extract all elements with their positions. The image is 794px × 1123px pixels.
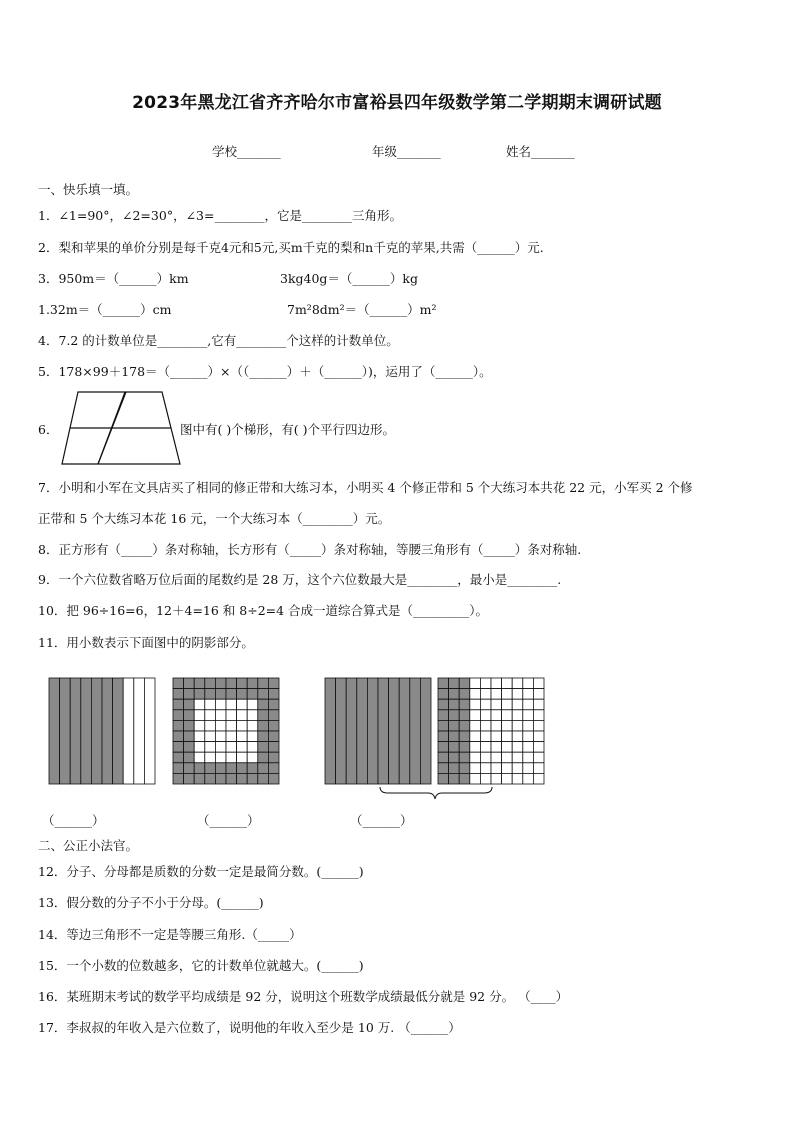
figure-1-answer[interactable]: （______） <box>42 813 105 828</box>
grid-cell <box>173 689 184 700</box>
grid-cell <box>470 731 481 742</box>
grid-cell <box>215 731 226 742</box>
grid-cell <box>173 710 184 721</box>
grid-cell <box>268 731 279 742</box>
grid-cell <box>470 689 481 700</box>
grid-cell <box>237 752 248 763</box>
grid-cell <box>184 752 195 763</box>
strip-cell <box>399 678 410 784</box>
grid-cell <box>523 678 534 689</box>
grid-cell <box>480 763 491 774</box>
grid-cell <box>512 752 523 763</box>
question-3d: 7m²8dm²＝（______）m² <box>287 302 437 317</box>
grid-cell <box>523 773 534 784</box>
grid-cell <box>237 742 248 753</box>
grid-cell <box>502 699 513 710</box>
grid-cell <box>523 710 534 721</box>
grid-cell <box>247 710 258 721</box>
grid-cell <box>184 731 195 742</box>
figure-combined <box>324 677 546 807</box>
grid-cell <box>205 710 216 721</box>
grid-cell <box>194 752 205 763</box>
question-15: 15．一个小数的位数越多，它的计数单位就越大。(______) <box>38 958 364 973</box>
grid-cell <box>194 689 205 700</box>
question-4: 4．7.2 的计数单位是________,它有________个这样的计数单位。 <box>38 333 399 348</box>
grid-cell <box>205 699 216 710</box>
grid-cell <box>184 678 195 689</box>
grid-cell <box>237 710 248 721</box>
strip-cell <box>91 678 102 784</box>
grid-cell <box>502 689 513 700</box>
grid-cell <box>533 742 544 753</box>
figure-strips <box>48 677 156 785</box>
grid-cell <box>523 689 534 700</box>
grid-cell <box>205 763 216 774</box>
grid-cell <box>194 742 205 753</box>
question-17: 17．李叔叔的年收入是六位数了，说明他的年收入至少是 10 万. （______） <box>38 1020 461 1035</box>
grid-cell <box>449 763 460 774</box>
grid-cell <box>523 720 534 731</box>
grid-cell <box>226 752 237 763</box>
grid-cell <box>449 752 460 763</box>
grid-cell <box>533 699 544 710</box>
grid-cell <box>268 752 279 763</box>
grid-cell <box>268 742 279 753</box>
grid-cell <box>533 731 544 742</box>
grid-cell <box>502 763 513 774</box>
grid-cell <box>470 752 481 763</box>
page-title: 2023年黑龙江省齐齐哈尔市富裕县四年级数学第二学期期末调研试题 <box>132 93 662 113</box>
grid-cell <box>533 720 544 731</box>
grid-cell <box>491 699 502 710</box>
strip-cell <box>81 678 92 784</box>
grid-cell <box>523 731 534 742</box>
strip-cell <box>123 678 134 784</box>
question-12: 12．分子、分母都是质数的分数一定是最简分数。(______) <box>38 864 364 879</box>
grid-cell <box>459 773 470 784</box>
grid-cell <box>258 710 269 721</box>
grid-cell <box>247 752 258 763</box>
grid-cell <box>512 678 523 689</box>
question-2: 2．梨和苹果的单价分别是每千克4元和5元,买m千克的梨和n千克的苹果,共需（______）元. <box>38 240 544 255</box>
grid-cell <box>184 763 195 774</box>
grid-cell <box>449 678 460 689</box>
grid-cell <box>247 763 258 774</box>
grid-cell <box>268 678 279 689</box>
grid-cell <box>173 678 184 689</box>
grid-cell <box>194 678 205 689</box>
grid-cell <box>173 731 184 742</box>
grid-cell <box>533 763 544 774</box>
grid-cell <box>226 763 237 774</box>
grid-cell <box>512 763 523 774</box>
grid-cell <box>459 742 470 753</box>
grid-cell <box>237 763 248 774</box>
grid-cell <box>438 689 449 700</box>
grid-cell <box>215 720 226 731</box>
strip-cell <box>325 678 336 784</box>
grid-cell <box>215 689 226 700</box>
grid-cell <box>237 773 248 784</box>
question-13: 13．假分数的分子不小于分母。(______) <box>38 895 264 910</box>
grid-cell <box>491 731 502 742</box>
grid-cell <box>194 720 205 731</box>
grid-cell <box>449 710 460 721</box>
grid-cell <box>459 763 470 774</box>
grid-cell <box>523 752 534 763</box>
grid-cell <box>480 710 491 721</box>
grid-cell <box>449 689 460 700</box>
grid-cell <box>512 710 523 721</box>
grid-cell <box>258 699 269 710</box>
grid-cell <box>215 773 226 784</box>
grid-cell <box>268 689 279 700</box>
question-3a: 3．950m＝（______）km <box>38 271 189 286</box>
grid-cell <box>449 731 460 742</box>
grid-cell <box>480 689 491 700</box>
grid-cell <box>470 742 481 753</box>
grid-cell <box>247 720 258 731</box>
question-7-line-1: 7．小明和小军在文具店买了相同的修正带和大练习本，小明买 4 个修正带和 5 个大练习本共花 22 元，小军买 2 个修 <box>38 480 693 495</box>
grid-cell <box>215 710 226 721</box>
grid-cell <box>470 763 481 774</box>
grid-cell <box>194 710 205 721</box>
strip-cell <box>113 678 124 784</box>
question-3c: 1.32m＝（______）cm <box>38 302 172 317</box>
strip-cell <box>70 678 81 784</box>
grid-cell <box>533 752 544 763</box>
grid-cell <box>215 763 226 774</box>
grid-cell <box>512 689 523 700</box>
trapezoid-figure <box>60 390 182 466</box>
grid-cell <box>523 699 534 710</box>
grid-cell <box>258 763 269 774</box>
grid-cell <box>449 773 460 784</box>
grid-cell <box>491 710 502 721</box>
grid-cell <box>480 752 491 763</box>
grid-cell <box>194 699 205 710</box>
grid-cell <box>247 731 258 742</box>
grid-cell <box>438 678 449 689</box>
figure-3-answer[interactable]: （______） <box>350 813 413 828</box>
grid-cell <box>258 689 269 700</box>
grid-cell <box>438 731 449 742</box>
grid-cell <box>459 710 470 721</box>
question-6: 图中有( )个梯形，有( )个平行四边形。 <box>180 422 395 437</box>
grid-cell <box>502 731 513 742</box>
grid-cell <box>237 678 248 689</box>
figure-grid-border <box>172 677 280 785</box>
grid-cell <box>226 742 237 753</box>
grid-cell <box>226 731 237 742</box>
grid-cell <box>438 752 449 763</box>
question-9: 9．一个六位数省略万位后面的尾数约是 28 万，这个六位数最大是________，最小是________. <box>38 572 562 587</box>
grid-cell <box>247 689 258 700</box>
grid-cell <box>247 742 258 753</box>
name-field[interactable]: 姓名_______ <box>506 144 575 159</box>
grid-cell <box>258 678 269 689</box>
grid-cell <box>480 720 491 731</box>
question-5: 5．178×99＋178＝（______）×（（______）＋（______）)，运用了（______）。 <box>38 364 492 379</box>
grid-cell <box>173 752 184 763</box>
grid-cell <box>247 699 258 710</box>
grid-cell <box>184 742 195 753</box>
grid-cell <box>480 699 491 710</box>
grid-cell <box>173 720 184 731</box>
grid-cell <box>258 742 269 753</box>
grid-cell <box>205 720 216 731</box>
grid-cell <box>459 752 470 763</box>
grid-cell <box>184 689 195 700</box>
grid-cell <box>470 699 481 710</box>
strip-cell <box>49 678 60 784</box>
grid-cell <box>184 720 195 731</box>
strip-cell <box>389 678 400 784</box>
school-field[interactable]: 学校_______ <box>212 144 281 159</box>
grid-cell <box>512 731 523 742</box>
strip-cell <box>420 678 431 784</box>
grid-cell <box>247 773 258 784</box>
grid-cell <box>470 678 481 689</box>
grid-cell <box>480 742 491 753</box>
grid-cell <box>438 742 449 753</box>
grid-cell <box>533 710 544 721</box>
grid-cell <box>470 710 481 721</box>
grid-cell <box>449 699 460 710</box>
grid-cell <box>449 720 460 731</box>
grid-cell <box>205 773 216 784</box>
grid-cell <box>502 752 513 763</box>
grid-cell <box>523 763 534 774</box>
grid-cell <box>237 699 248 710</box>
grid-cell <box>258 720 269 731</box>
grid-cell <box>173 742 184 753</box>
grid-cell <box>205 752 216 763</box>
grid-cell <box>438 710 449 721</box>
grid-cell <box>268 710 279 721</box>
question-1: 1．∠1=90°，∠2=30°，∠3=________，它是________三角形。 <box>38 208 402 223</box>
grid-cell <box>449 742 460 753</box>
grid-cell <box>523 742 534 753</box>
grid-cell <box>194 763 205 774</box>
grid-cell <box>215 678 226 689</box>
grid-cell <box>226 689 237 700</box>
grid-cell <box>491 773 502 784</box>
grid-cell <box>173 763 184 774</box>
grid-cell <box>459 689 470 700</box>
grid-cell <box>184 699 195 710</box>
grid-cell <box>533 689 544 700</box>
grid-cell <box>226 699 237 710</box>
grid-cell <box>247 678 258 689</box>
grid-cell <box>470 720 481 731</box>
strip-cell <box>60 678 71 784</box>
grid-cell <box>215 699 226 710</box>
grid-cell <box>226 678 237 689</box>
question-6-number: 6． <box>38 422 59 437</box>
strip-cell <box>144 678 155 784</box>
grid-cell <box>237 731 248 742</box>
grid-cell <box>205 742 216 753</box>
grid-cell <box>480 678 491 689</box>
strip-cell <box>378 678 389 784</box>
grid-cell <box>502 773 513 784</box>
grid-cell <box>173 699 184 710</box>
grid-cell <box>502 720 513 731</box>
grid-cell <box>268 763 279 774</box>
grid-cell <box>512 699 523 710</box>
question-14: 14．等边三角形不一定是等腰三角形.（_____） <box>38 927 302 942</box>
question-8: 8．正方形有（_____）条对称轴，长方形有（_____）条对称轴，等腰三角形有（_____）条对称轴. <box>38 542 582 557</box>
grid-cell <box>438 773 449 784</box>
grid-cell <box>459 699 470 710</box>
grid-cell <box>184 710 195 721</box>
grid-cell <box>194 773 205 784</box>
grid-cell <box>491 742 502 753</box>
grid-cell <box>491 763 502 774</box>
grid-cell <box>268 699 279 710</box>
strip-cell <box>410 678 421 784</box>
question-11: 11．用小数表示下面图中的阴影部分。 <box>38 635 254 650</box>
grid-cell <box>205 689 216 700</box>
grid-cell <box>226 710 237 721</box>
grid-cell <box>184 773 195 784</box>
question-10: 10．把 96÷16=6，12＋4=16 和 8÷2=4 合成一道综合算式是（_________）。 <box>38 603 489 618</box>
grid-cell <box>512 742 523 753</box>
question-7-line-2: 正带和 5 个大练习本花 16 元，一个大练习本（________）元。 <box>38 511 391 526</box>
grid-cell <box>268 773 279 784</box>
section-1-heading: 一、快乐填一填。 <box>38 182 139 197</box>
grid-cell <box>438 763 449 774</box>
question-16: 16．某班期末考试的数学平均成绩是 92 分，说明这个班数学成绩最低分就是 92 分。 （____） <box>38 989 569 1004</box>
grid-cell <box>226 720 237 731</box>
grid-cell <box>502 710 513 721</box>
strip-cell <box>367 678 378 784</box>
strip-cell <box>346 678 357 784</box>
grid-cell <box>215 742 226 753</box>
grid-cell <box>533 773 544 784</box>
grid-cell <box>533 678 544 689</box>
strip-cell <box>102 678 113 784</box>
grid-cell <box>237 689 248 700</box>
grid-cell <box>258 752 269 763</box>
grid-cell <box>459 720 470 731</box>
strip-cell <box>134 678 145 784</box>
grid-cell <box>258 773 269 784</box>
grid-cell <box>205 731 216 742</box>
grid-cell <box>459 731 470 742</box>
grid-cell <box>194 731 205 742</box>
question-3b: 3kg40g＝（______）kg <box>280 271 419 286</box>
grid-cell <box>173 773 184 784</box>
grid-cell <box>491 689 502 700</box>
grid-cell <box>268 720 279 731</box>
grid-cell <box>215 752 226 763</box>
curly-brace <box>380 787 492 799</box>
grid-cell <box>226 773 237 784</box>
figure-2-answer[interactable]: （______） <box>197 813 260 828</box>
grid-cell <box>258 731 269 742</box>
grid-cell <box>480 731 491 742</box>
grid-cell <box>512 773 523 784</box>
grid-cell <box>205 678 216 689</box>
grade-field[interactable]: 年级_______ <box>372 144 441 159</box>
strip-cell <box>336 678 347 784</box>
strip-cell <box>357 678 368 784</box>
grid-cell <box>480 773 491 784</box>
grid-cell <box>491 720 502 731</box>
section-2-heading: 二、公正小法官。 <box>38 838 139 853</box>
grid-cell <box>491 752 502 763</box>
grid-cell <box>438 720 449 731</box>
grid-cell <box>459 678 470 689</box>
grid-cell <box>512 720 523 731</box>
grid-cell <box>502 742 513 753</box>
grid-cell <box>491 678 502 689</box>
grid-cell <box>237 720 248 731</box>
grid-cell <box>438 699 449 710</box>
grid-cell <box>470 773 481 784</box>
grid-cell <box>502 678 513 689</box>
